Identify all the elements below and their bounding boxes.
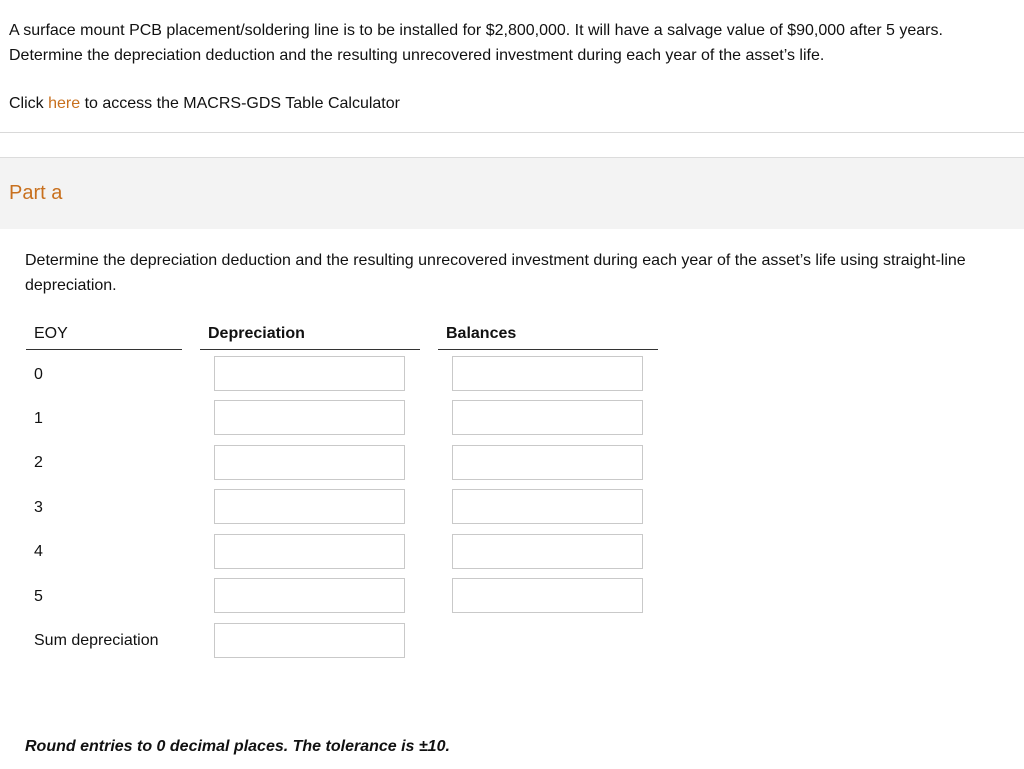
depreciation-input-eoy-3[interactable] [214,489,405,524]
divider [0,132,1024,133]
balance-input-eoy-0[interactable] [452,356,643,391]
row-label-eoy-4: 4 [34,543,43,560]
question-text: A surface mount PCB placement/soldering line is to be installed for $2,800,000. It will have a salvage value of $90,000 after 5 years. Determine the depreciation deduction and the resulting unrecovered investment during each year of the asset’s life. [9,22,943,64]
calculator-link-line [9,92,400,116]
depreciation-input-eoy-4[interactable] [214,534,405,569]
depreciation-input-eoy-5[interactable] [214,578,405,613]
row-label-eoy-3: 3 [34,499,43,516]
row-label-eoy-1: 1 [34,410,43,427]
depreciation-input-eoy-0[interactable] [214,356,405,391]
depreciation-input-eoy-2[interactable] [214,445,405,480]
column-header-eoy: EOY [26,325,182,350]
column-header-depreciation: Depreciation [200,325,420,350]
part-title: Part a [9,182,63,204]
rounding-note: Round entries to 0 decimal places. The tolerance is ±10. [25,738,450,755]
balance-input-eoy-3[interactable] [452,489,643,524]
part-instruction: Determine the depreciation deduction and the resulting unrecovered investment during each year of the asset’s life using straight-line depreciation. [25,252,966,294]
sum-depreciation-input[interactable] [214,623,405,658]
row-label-eoy-5: 5 [34,588,43,605]
calculator-link[interactable]: here [48,95,81,112]
balance-input-eoy-1[interactable] [452,400,643,435]
balance-input-eoy-4[interactable] [452,534,643,569]
part-header [0,157,1024,229]
balance-input-eoy-5[interactable] [452,578,643,613]
row-label-eoy-0: 0 [34,366,43,383]
row-label-eoy-2: 2 [34,454,43,471]
balance-input-eoy-2[interactable] [452,445,643,480]
row-label-sum-depreciation: Sum depreciation [34,632,159,649]
calculator-link-suffix: to access the MACRS-GDS Table Calculator [80,95,400,112]
depreciation-input-eoy-1[interactable] [214,400,405,435]
column-header-balances: Balances [438,325,658,350]
calculator-link-prefix: Click [9,95,49,112]
